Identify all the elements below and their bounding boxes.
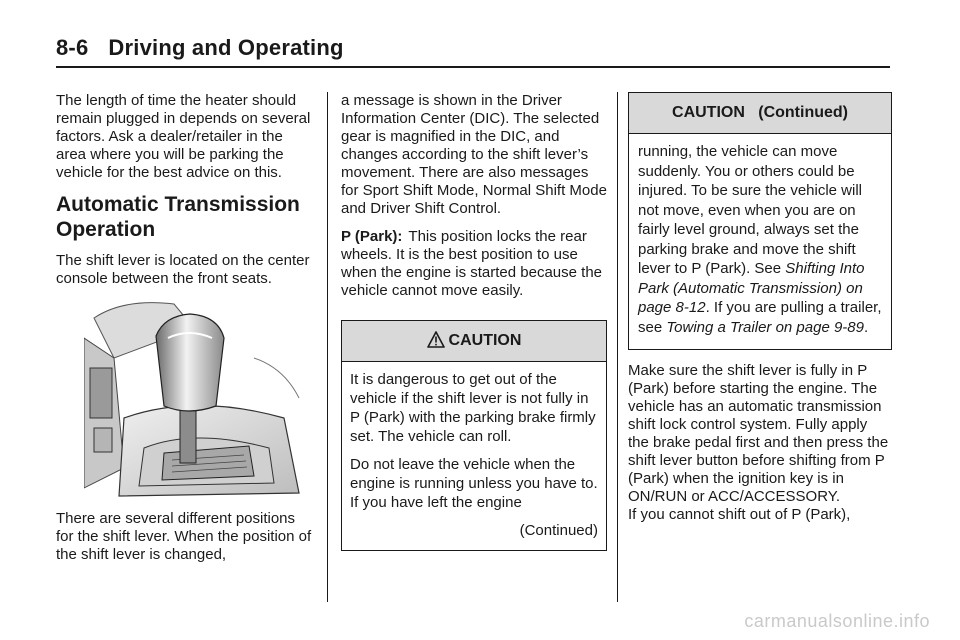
column-3-body (628, 362, 892, 524)
caution-continued-body (629, 134, 891, 349)
caution-header (342, 321, 606, 362)
warning-icon (427, 324, 445, 364)
caution-paragraph-2: Do not leave the vehicle when the engine is running unless you have to. If you have left the engine (350, 456, 598, 511)
park-paragraph (341, 228, 607, 300)
caution-body (342, 362, 606, 550)
page-number: 8-6 (56, 35, 89, 60)
park-label: P (Park): (341, 228, 403, 245)
shift-lever-location-paragraph: The shift lever is located on the center console between the front seats. (56, 252, 310, 287)
column-2 (341, 92, 607, 551)
shifting-into-park-reference[interactable]: Shifting Into Park (Automatic Transmission) on page 8-12 (638, 260, 865, 316)
caution-continued-text (638, 142, 882, 337)
section-heading: Automatic Transmission Operation (56, 193, 300, 241)
dic-paragraph: a message is shown in the Driver Information Center (DIC). The selected gear is magnified in the DIC, and changes according to the shift lever’s movement. There are also messages for Sport Shift Mode, Normal Shift Mode and Driver Shift Control. (341, 92, 607, 217)
shift-lever-drawing (84, 298, 306, 498)
caution-text-part-1: running, the vehicle can move suddenly. You or others could be injured. To be sure the vehicle will not move, even when you are on fairly level ground, always set the parking brake and move the shift lever to P (Park). See (638, 143, 863, 277)
column-divider-1 (327, 92, 328, 602)
header-title (56, 35, 344, 61)
cannot-shift-paragraph: If you cannot shift out of P (Park), (628, 506, 851, 523)
intro-paragraph: The length of time the heater should remain plugged in depends on several factors. Ask a dealer/retailer in the area where you will be parking the vehicle for the best advice on this. (56, 92, 311, 181)
column-3 (628, 92, 892, 524)
watermark: carmanualsonline.info (744, 611, 930, 631)
caution-text-part-2: . If you are pulling a trailer, see (638, 299, 882, 336)
shift-lock-paragraph: Make sure the shift lever is fully in P (Park) before starting the engine. The vehicle has an automatic transmission shift lock control system. Fully apply the brake pedal first and then press the shift lever button before shifting from P (Park) when the ignition key is in ON/RUN or ACC/ACCESSORY. (628, 362, 889, 505)
park-text: This position locks the rear wheels. It is the best position to use when the engine is started because the vehicle cannot move easily. (341, 228, 603, 299)
chapter-title: Driving and Operating (108, 35, 344, 60)
caution-box (341, 320, 607, 551)
page-header (56, 28, 890, 68)
column-divider-2 (617, 92, 618, 602)
column-1 (56, 92, 314, 574)
caution-continued-box (628, 92, 892, 350)
continued-label: (Continued) (519, 522, 598, 539)
towing-trailer-reference[interactable]: Towing a Trailer on page 9-89 (666, 318, 864, 336)
caution-paragraph-1: It is dangerous to get out of the vehicle if the shift lever is not fully in P (Park) with the parking brake firmly set. The vehicle can roll. (350, 371, 596, 445)
caution-text-part-3: . (863, 318, 869, 336)
shift-positions-paragraph: There are several different positions for the shift lever. When the position of the shift lever is changed, (56, 510, 312, 563)
caution-continued-header: CAUTION (Continued) (629, 93, 891, 134)
shift-lever-illustration (84, 298, 306, 498)
caution-title: CAUTION (448, 332, 522, 349)
